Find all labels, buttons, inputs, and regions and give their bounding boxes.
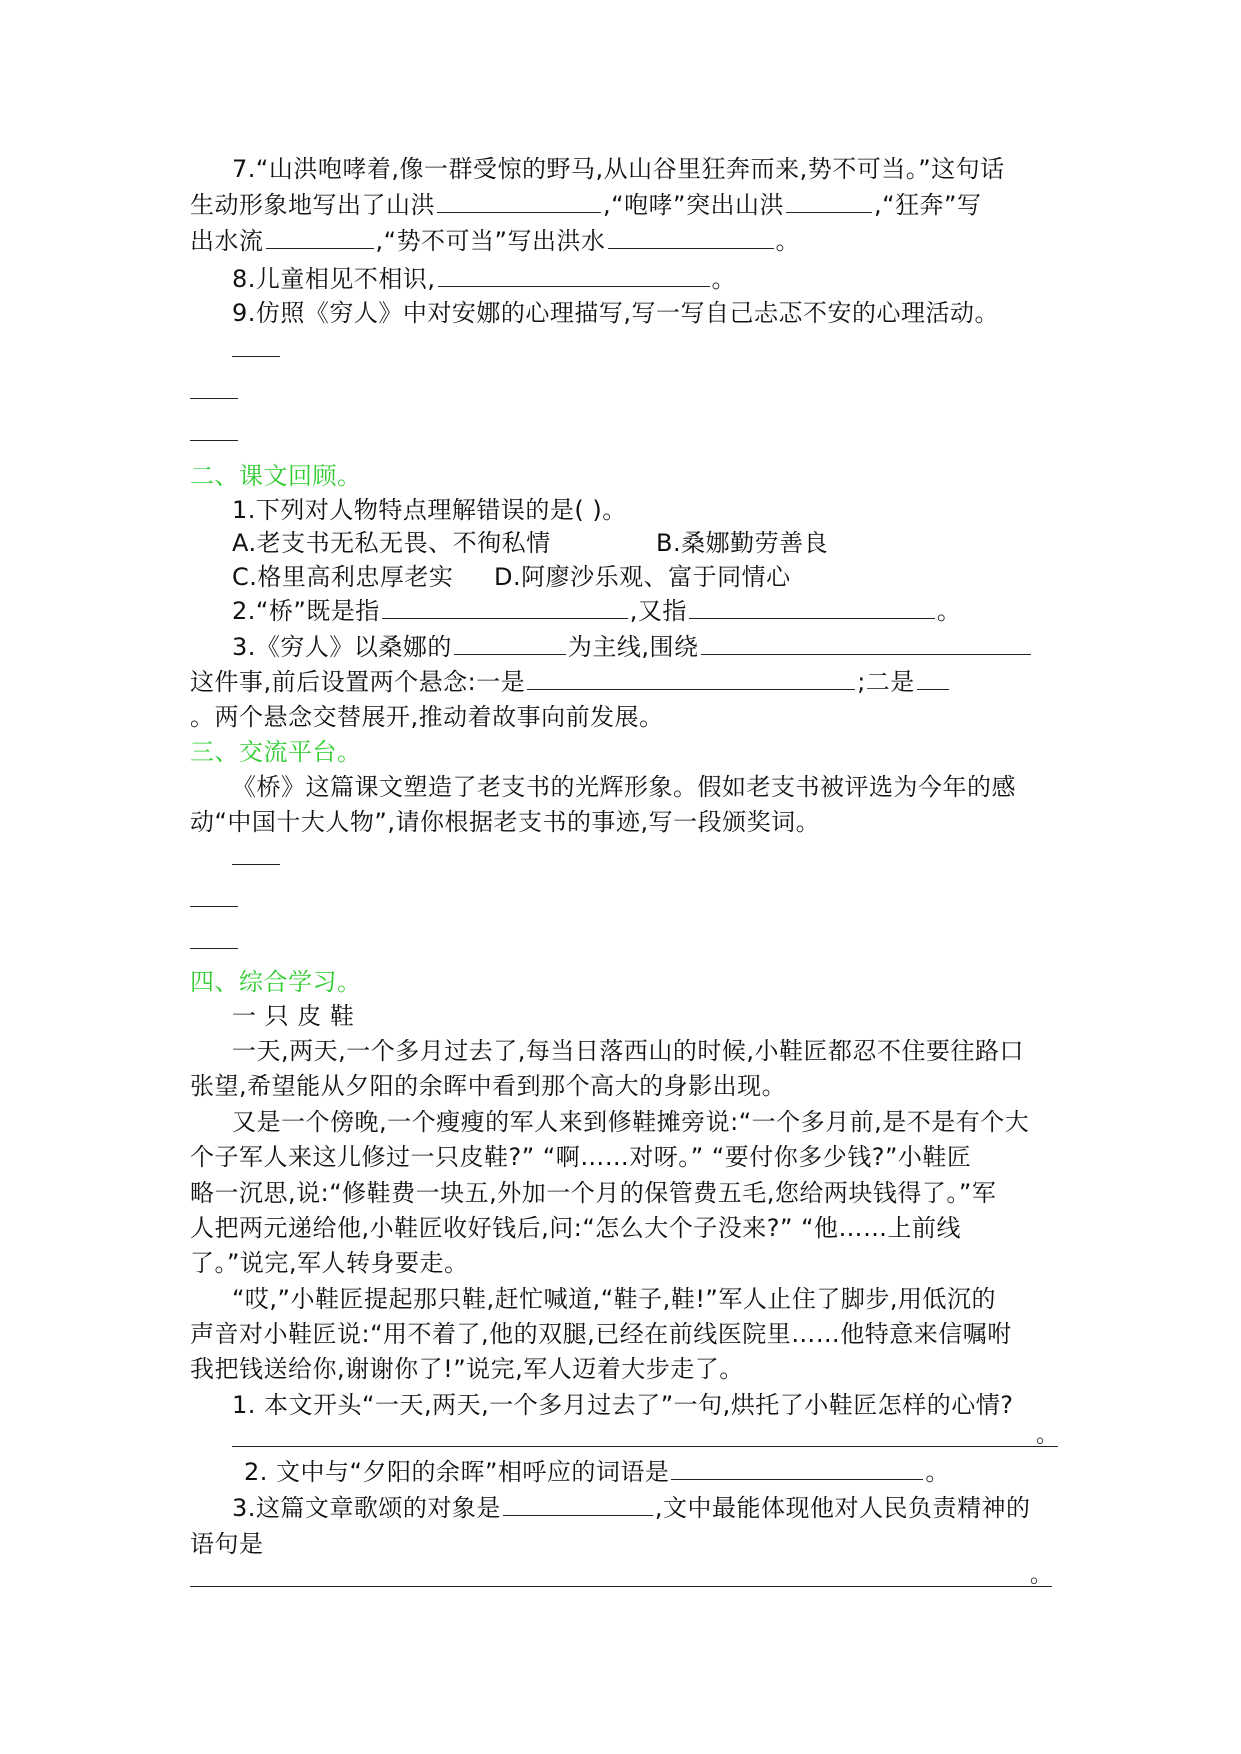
q7-text-a: 生动形象地写出了山洪 <box>190 191 435 219</box>
q7-blank-1[interactable] <box>437 190 601 213</box>
s3-answer-line-3[interactable] <box>190 948 238 949</box>
s3-line1: 《桥》这篇课文塑造了老支书的光辉形象。假如老支书被评选为今年的感 <box>232 773 1016 801</box>
s2-q3-blank-3[interactable] <box>527 667 855 690</box>
s4-q1: 1. 本文开头“一天,两天,一个多月过去了”一句,烘托了小鞋匠怎样的心情? <box>232 1391 1014 1419</box>
s2-q3-blank-1[interactable] <box>454 632 566 655</box>
q8-line <box>232 262 736 296</box>
s3-line2: 动“中国十大人物”,请你根据老支书的事迹,写一段颁奖词。 <box>190 808 821 836</box>
s3-answer-line-2[interactable] <box>190 906 238 907</box>
q7-text-f: 。 <box>775 227 800 255</box>
s2-q2-blank-2[interactable] <box>689 596 935 619</box>
s4-q3-answer-line[interactable] <box>190 1586 1052 1587</box>
s4-q3-b: ,文中最能体现他对人民负责精神的 <box>654 1494 1031 1522</box>
s2-q3-blank-4[interactable] <box>917 667 949 690</box>
story-p2-line1: 又是一个傍晚,一个瘦瘦的军人来到修鞋摊旁说:“一个多月前,是不是有个大 <box>232 1108 1030 1136</box>
q7-text-e: ,“势不可当”写出洪水 <box>375 227 606 255</box>
q7-line1: 7.“山洪咆哮着,像一群受惊的野马,从山谷里狂奔而来,势不可当。”这句话 <box>232 155 1005 183</box>
s2-q3-line1 <box>232 630 1033 664</box>
s2-q1: 1.下列对人物特点理解错误的是( )。 <box>232 496 627 524</box>
q7-text-c: ,“狂奔”写 <box>874 191 982 219</box>
story-p2-line2: 个子军人来这儿修过一只皮鞋?” “啊……对呀。” “要付你多少钱?”小鞋匠 <box>190 1143 972 1171</box>
s2-q3-blank-2[interactable] <box>701 632 1031 655</box>
q7-line2 <box>190 188 982 222</box>
q7-blank-4[interactable] <box>608 226 774 249</box>
story-p2-line3: 略一沉思,说:“修鞋费一块五,外加一个月的保管费五毛,您给两块钱得了。”军 <box>190 1179 997 1207</box>
q9-answer-line-1[interactable] <box>232 356 280 357</box>
s4-q3-line2: 语句是 <box>190 1530 264 1558</box>
story-p1-line2: 张望,希望能从夕阳的余晖中看到那个高大的身影出现。 <box>190 1072 787 1100</box>
s4-q3-period: 。 <box>1030 1563 1053 1588</box>
s2-q3-line3: 。两个悬念交替展开,推动着故事向前发展。 <box>190 703 664 731</box>
s4-q3-line1 <box>232 1491 1031 1525</box>
s3-answer-line-1[interactable] <box>232 864 280 865</box>
q9-line: 9.仿照《穷人》中对安娜的心理描写,写一写自己忐忑不安的心理活动。 <box>232 299 1000 327</box>
s2-opt-a: A.老支书无私无畏、不徇私情 <box>232 529 551 557</box>
s4-q2 <box>244 1455 950 1489</box>
s4-q2-b: 。 <box>925 1458 950 1486</box>
section2-title: 二、课文回顾。 <box>190 462 362 490</box>
s4-q2-blank[interactable] <box>671 1457 923 1480</box>
q8-end: 。 <box>711 265 737 293</box>
s2-q2-c: 。 <box>936 597 962 625</box>
q7-text-d: 出水流 <box>190 227 264 255</box>
section3-title: 三、交流平台。 <box>190 738 362 766</box>
s2-q3-c: 这件事,前后设置两个悬念:一是 <box>190 668 526 696</box>
q9-answer-line-2[interactable] <box>190 398 238 399</box>
s2-q3-b: 为主线,围绕 <box>567 633 699 661</box>
story-title: 一 只 皮 鞋 <box>232 1002 355 1030</box>
story-p1-line1: 一天,两天,一个多月过去了,每当日落西山的时候,小鞋匠都忍不住要往路口 <box>232 1037 1025 1065</box>
story-p3-line3: 我把钱送给你,谢谢你了!”说完,军人迈着大步走了。 <box>190 1355 744 1383</box>
s4-q3-a: 3.这篇文章歌颂的对象是 <box>232 1494 501 1522</box>
s2-q2-a: 2.“桥”既是指 <box>232 597 380 625</box>
q7-text-b: ,“咆哮”突出山洪 <box>603 191 784 219</box>
story-p2-line5: 了。”说完,军人转身要走。 <box>190 1249 469 1277</box>
q7-blank-2[interactable] <box>786 190 872 213</box>
s2-q3-line2 <box>190 665 951 699</box>
story-p3-line2: 声音对小鞋匠说:“用不着了,他的双腿,已经在前线医院里……他特意来信嘱咐 <box>190 1320 1012 1348</box>
s2-opt-c: C.格里高利忠厚老实 <box>232 563 454 591</box>
story-p2-line4: 人把两元递给他,小鞋匠收好钱后,问:“怎么大个子没来?” “他……上前线 <box>190 1214 962 1242</box>
q8-text: 8.儿童相见不相识, <box>232 265 436 293</box>
story-p3-line1: “哎,”小鞋匠提起那只鞋,赶忙喊道,“鞋子,鞋!”军人止住了脚步,用低沉的 <box>232 1285 996 1313</box>
s2-opt-b: B.桑娜勤劳善良 <box>656 529 829 557</box>
q7-line3 <box>190 224 800 258</box>
s4-q3-blank[interactable] <box>503 1493 653 1516</box>
s2-q3-a: 3.《穷人》以桑娜的 <box>232 633 452 661</box>
s2-q3-d: ;二是 <box>857 668 915 696</box>
s4-q1-period: 。 <box>1036 1423 1059 1448</box>
s4-q2-a: 2. 文中与“夕阳的余晖”相呼应的词语是 <box>244 1458 670 1486</box>
s4-q1-answer-line[interactable] <box>232 1446 1058 1447</box>
q8-blank[interactable] <box>438 264 710 287</box>
s2-opt-d: D.阿廖沙乐观、富于同情心 <box>494 563 791 591</box>
s2-q2 <box>232 594 961 628</box>
s2-q2-b: ,又指 <box>629 597 687 625</box>
q7-blank-3[interactable] <box>266 226 374 249</box>
q9-answer-line-3[interactable] <box>190 440 238 441</box>
section4-title: 四、综合学习。 <box>190 968 362 996</box>
s2-q2-blank-1[interactable] <box>382 596 628 619</box>
